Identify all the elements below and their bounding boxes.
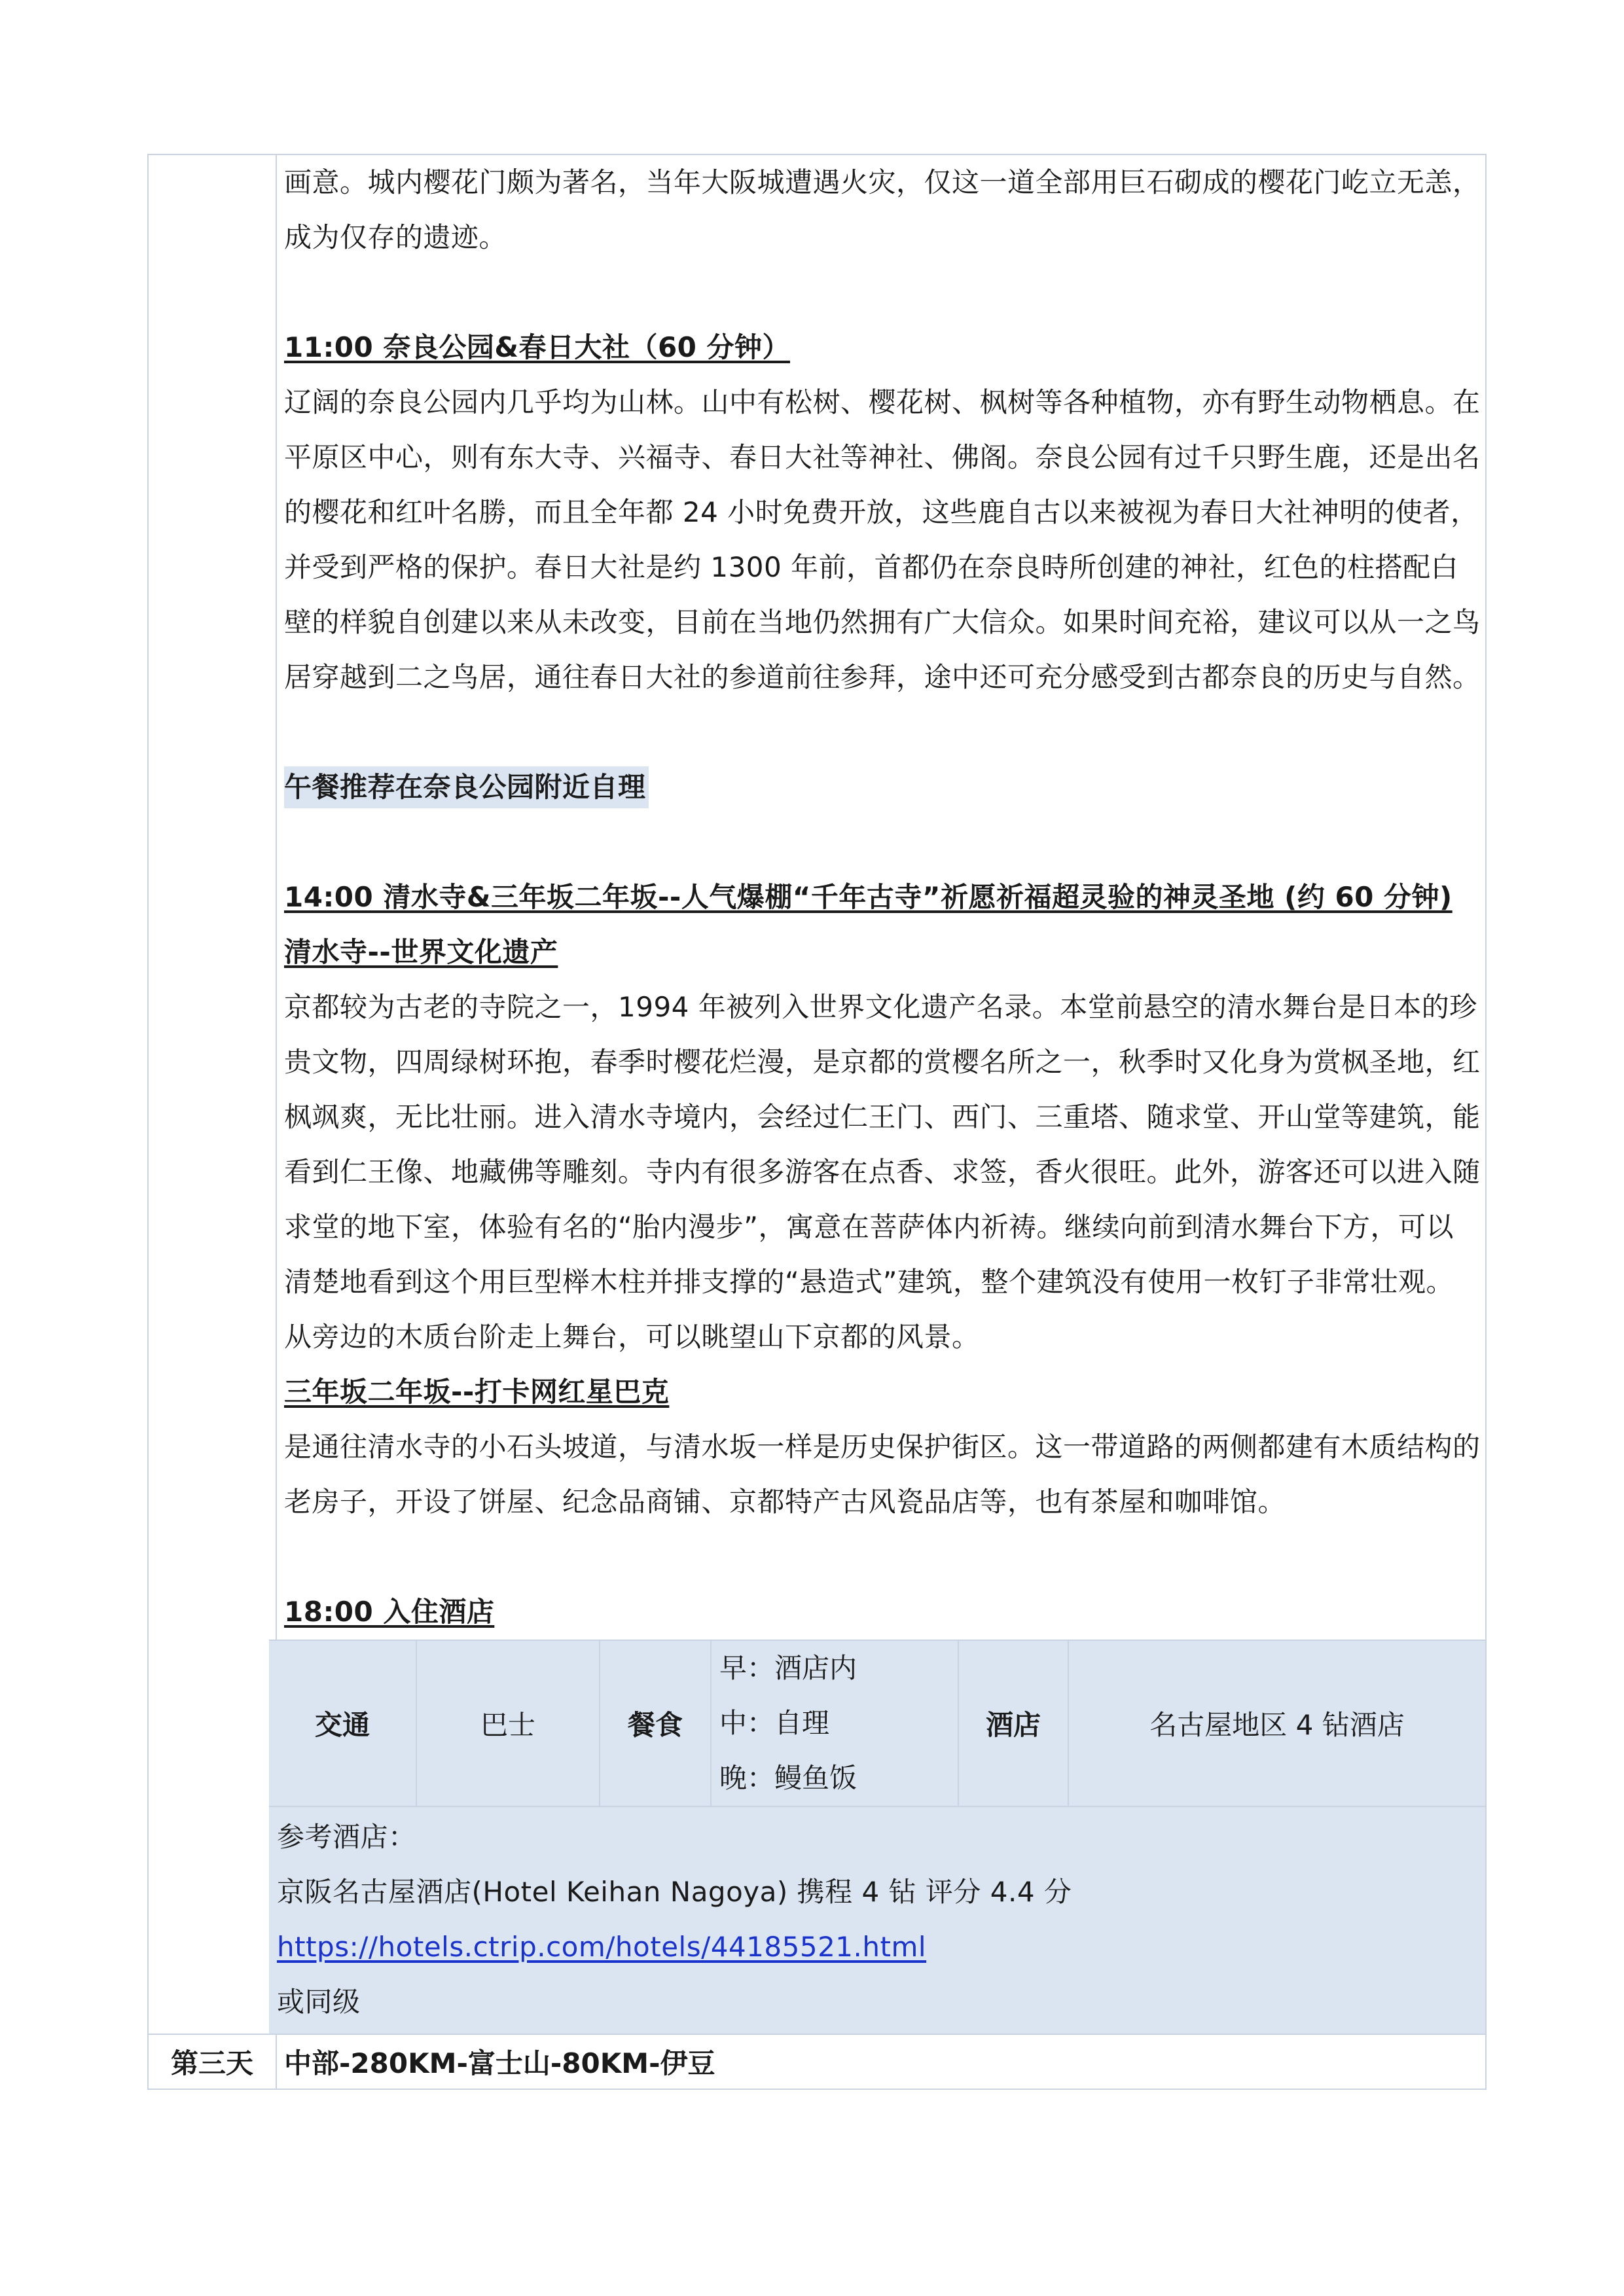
transport-label: 交通 xyxy=(269,1641,417,1806)
hotel-label: 酒店 xyxy=(959,1641,1069,1806)
day2-content xyxy=(277,155,1485,2034)
meal-lunch: 中：自理 xyxy=(719,1707,830,1739)
logistics-row xyxy=(269,1640,1485,1806)
paragraph: 是通往清水寺的小石头坡道，与清水坂一样是历史保护街区。这一带道路的两侧都建有木质结构的老房子，开设了饼屋、纪念品商铺、京都特产古风瓷品店等，也有茶屋和咖啡馆。 xyxy=(284,1431,1481,1518)
day2-label-cell xyxy=(149,155,277,2034)
paragraph: 辽阔的奈良公园内几乎均为山林。山中有松树、樱花树、枫树等各种植物，亦有野生动物栖息。在平原区中心，则有东大寺、兴福寺、春日大社等神社、佛阁。奈良公园有过千只野生鹿，还是出名的樱花和红叶名勝，而且全年都 24 小时免费开放，这些鹿自古以来被视为春日大社神明的使者，并受到严格的保护。春日大社是约 1300 年前，首都仍在奈良時所创建的神社，红色的柱搭配白壁的样貌自创建以来从未改变，目前在当地仍然拥有广大信众。如果时间充裕，建议可以从一之鸟居穿越到二之鸟居，通往春日大社的参道前往参拜，途中还可充分感受到古都奈良的历史与自然。 xyxy=(284,386,1481,693)
section-heading: 14:00 清水寺&三年坂二年坂--人气爆棚“千年古寺”祈愿祈福超灵验的神灵圣地 (约 60 分钟) xyxy=(284,881,1453,913)
itinerary-table xyxy=(147,154,1487,2090)
ref-hotel-or: 或同级 xyxy=(277,1986,361,2018)
paragraph: 画意。城内樱花门颇为著名，当年大阪城遭遇火灾，仅这一道全部用巨石砌成的樱花门屹立无恙，成为仅存的遗迹。 xyxy=(284,166,1481,253)
section-heading: 18:00 入住酒店 xyxy=(284,1596,495,1628)
transport-value: 巴士 xyxy=(417,1641,600,1806)
day3-route: 中部-280KM-富士山-80KM-伊豆 xyxy=(284,2047,715,2079)
meal-dinner: 晚：鳗鱼饭 xyxy=(719,1762,857,1794)
paragraph: 京都较为古老的寺院之一，1994 年被列入世界文化遗产名录。本堂前悬空的清水舞台是日本的珍贵文物，四周绿树环抱，春季时樱花烂漫，是京都的赏樱名所之一，秋季时又化身为赏枫圣地，红枫飒爽，无比壮丽。进入清水寺境内，会经过仁王门、西门、三重塔、随求堂、开山堂等建筑，能看到仁王像、地藏佛等雕刻。寺内有很多游客在点香、求签，香火很旺。此外，游客还可以进入随求堂的地下室，体验有名的“胎内漫步”，寓意在菩萨体内祈祷。继续向前到清水舞台下方，可以清楚地看到这个用巨型榉木柱并排支撑的“悬造式”建筑，整个建筑没有使用一枚钉子非常壮观。从旁边的木质台阶走上舞台，可以眺望山下京都的风景。 xyxy=(284,991,1481,1353)
day3-label: 第三天 xyxy=(149,2035,277,2089)
sub-heading: 清水寺--世界文化遗产 xyxy=(284,936,558,968)
sub-heading: 三年坂二年坂--打卡网红星巴克 xyxy=(284,1376,670,1408)
lunch-note: 午餐推荐在奈良公园附近自理 xyxy=(284,766,649,808)
reference-hotel xyxy=(269,1806,1485,2034)
ref-hotel-label: 参考酒店： xyxy=(277,1821,416,1853)
hotel-value: 名古屋地区 4 钻酒店 xyxy=(1149,1709,1405,1741)
meals-label: 餐食 xyxy=(600,1641,712,1806)
ref-hotel-name: 京阪名古屋酒店(Hotel Keihan Nagoya) 携程 4 钻 评分 4.4 分 xyxy=(277,1876,1072,1908)
day3-row xyxy=(149,2034,1485,2089)
hotel-link[interactable]: https://hotels.ctrip.com/hotels/44185521.html xyxy=(277,1931,927,1963)
section-heading: 11:00 奈良公园&春日大社（60 分钟） xyxy=(284,331,791,363)
meals-value xyxy=(712,1641,959,1806)
meal-breakfast: 早：酒店内 xyxy=(719,1652,857,1684)
day2-row xyxy=(149,155,1485,2034)
